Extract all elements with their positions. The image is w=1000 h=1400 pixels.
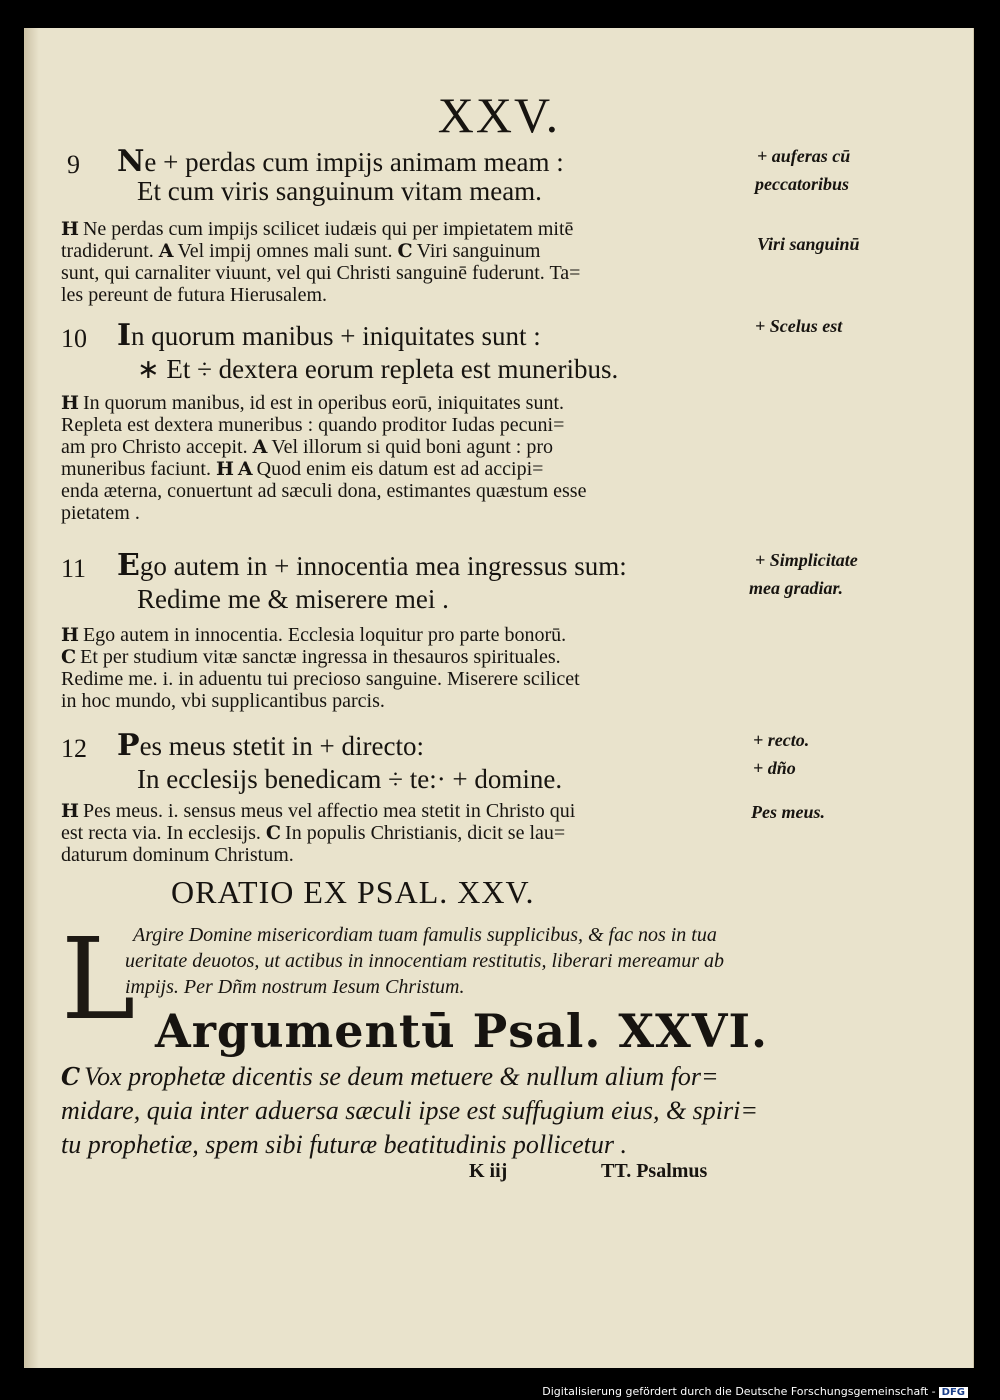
verse-11-line-2: Redime me & miserere mei . [137,584,449,614]
verse-11-line-1-text: go autem in + innocentia mea ingressus sum: [139,551,627,581]
verse-10-line-2: ∗ Et ÷ dextera eorum repleta est muneribus. [137,354,619,384]
margin-note: + Simplicitate [755,550,858,570]
commentary-11 [61,624,580,712]
commentary-12-line-1: Pes meus. i. sensus meus vel affectio mea stetit in Christo qui [82,800,576,822]
commentary-mark: H [215,458,234,480]
commentary-mark: H [61,392,79,414]
commentary-mark: H [61,800,79,822]
commentary-10-line-5: enda æterna, conuertunt ad sæculi dona, estimantes quæstum esse [61,480,587,502]
commentary-12 [61,800,575,866]
verse-12-line-2: In ecclesijs benedicam ÷ te:· + domine. [137,764,563,794]
commentary-10-line-4a: muneribus faciunt. [61,458,211,480]
oratio-line-2: ueritate deuotos, ut actibus in innocentiam restitutis, liberari mereamur ab [125,950,725,972]
commentary-10-line-2: Repleta est dextera muneribus : quando proditor Iudas pecuni= [61,414,565,436]
commentary-mark: A [252,436,268,458]
margin-note: + auferas cū [757,146,851,166]
commentary-mark: H [61,218,79,240]
commentary-mark: C [61,646,77,668]
oratio-line-1: Argire Domine misericordiam tuam famulis supplicibus, & fac nos in tua [133,924,717,946]
book-page [24,28,974,1368]
argument-mark: C [61,1062,81,1091]
running-title: XXV. [437,87,561,143]
margin-note: Pes meus. [751,802,825,822]
dfg-logo: DFG [939,1387,968,1398]
digitization-credit [542,1385,968,1398]
verse-number-11: 11 [61,554,87,583]
commentary-mark: A [158,240,174,262]
argument-line-2: midare, quia inter aduersa sæculi ipse est suffugium eius, & spiri= [61,1096,758,1125]
commentary-mark: C [265,822,282,844]
commentary-mark: H [61,624,79,646]
commentary-9-line-2a: tradiderunt. [61,240,154,262]
margin-note: peccatoribus [755,174,849,194]
commentary-11-line-1: Ego autem in innocentia. Ecclesia loquitur pro parte bonorū. [82,624,567,646]
commentary-9-line-2c: Viri sanguinum [416,240,541,262]
verse-9-initial: N [117,144,145,179]
oratio-line-3: impijs. Per Dñm nostrum Iesum Christum. [125,976,465,998]
verse-10-line-1 [117,318,541,353]
commentary-11-line-2: Et per studium vitæ sanctæ ingressa in thesauros spirituales. [80,646,561,668]
commentary-10-line-4b: Quod enim eis datum est ad accipi= [256,458,544,480]
verse-11-initial: E [117,548,140,583]
verse-12-line-1 [117,728,424,763]
commentary-12-line-3: daturum dominum Christum. [61,844,294,866]
commentary-11-line-4: in hoc mundo, vbi supplicantibus parcis. [61,690,385,712]
commentary-9-line-4: les pereunt de futura Hierusalem. [61,284,328,306]
argument-heading: Argumentū Psal. XXVI. [155,1004,769,1058]
digitization-credit-text: Digitalisierung gefördert durch die Deutsche Forschungsgemeinschaft - [542,1385,936,1398]
argument-line-1 [61,1062,719,1092]
commentary-12-line-2b: In populis Christianis, dicit se lau= [285,822,566,844]
margin-note: + dño [753,758,796,778]
verse-9-line-1-text: e + perdas cum impijs animam meam : [144,147,564,177]
oratio-heading: ORATIO EX PSAL. XXV. [171,874,535,910]
commentary-9-line-3: sunt, qui carnaliter viuunt, vel qui Christi sanguinē fuderunt. Ta= [61,262,581,284]
verse-12-line-1-text: es meus stetit in + directo: [139,731,424,761]
commentary-mark: A [237,458,253,480]
verse-11-line-1 [117,548,627,583]
margin-note: mea gradiar. [749,578,844,598]
commentary-9-line-2b: Vel impij omnes mali sunt. [177,240,393,262]
commentary-mark: C [397,240,413,262]
verse-number-9: 9 [67,150,80,179]
margin-note: + Scelus est [755,316,843,336]
verse-number-12: 12 [61,734,87,763]
commentary-12-line-2a: est recta via. In ecclesijs. [61,822,261,844]
oratio-drop-cap: L [61,915,136,1045]
verse-10-initial: I [117,318,132,353]
verse-number-10: 10 [61,324,87,353]
verse-12-initial: P [117,728,140,763]
commentary-10-line-3a: am pro Christo accepit. [61,436,248,458]
commentary-10-line-6: pietatem . [61,502,140,524]
argument-line-3: tu prophetiæ, spem sibi futuræ beatitudinis pollicetur . [61,1130,627,1159]
margin-note: Viri sanguinū [757,234,860,254]
catchword: TT. Psalmus [601,1160,708,1182]
signature-mark: K iij [469,1160,508,1182]
commentary-10 [61,392,586,524]
margin-note: + recto. [753,730,810,750]
commentary-9-line-1: Ne perdas cum impijs scilicet iudæis qui per impietatem mitē [82,218,574,240]
commentary-10-line-3b: Vel illorum si quid boni agunt : pro [271,436,554,458]
verse-9-line-2: Et cum viris sanguinum vitam meam. [137,176,542,206]
commentary-11-line-3: Redime me. i. in aduentu tui precioso sanguine. Miserere scilicet [61,668,580,690]
verse-10-line-1-text: n quorum manibus + iniquitates sunt : [131,321,541,351]
argument-line-1-text: Vox prophetæ dicentis se deum metuere & nullum alium for= [84,1062,719,1091]
commentary-9 [61,218,580,306]
commentary-10-line-1: In quorum manibus, id est in operibus eorū, iniquitates sunt. [82,392,565,414]
verse-9-line-1 [117,144,564,179]
